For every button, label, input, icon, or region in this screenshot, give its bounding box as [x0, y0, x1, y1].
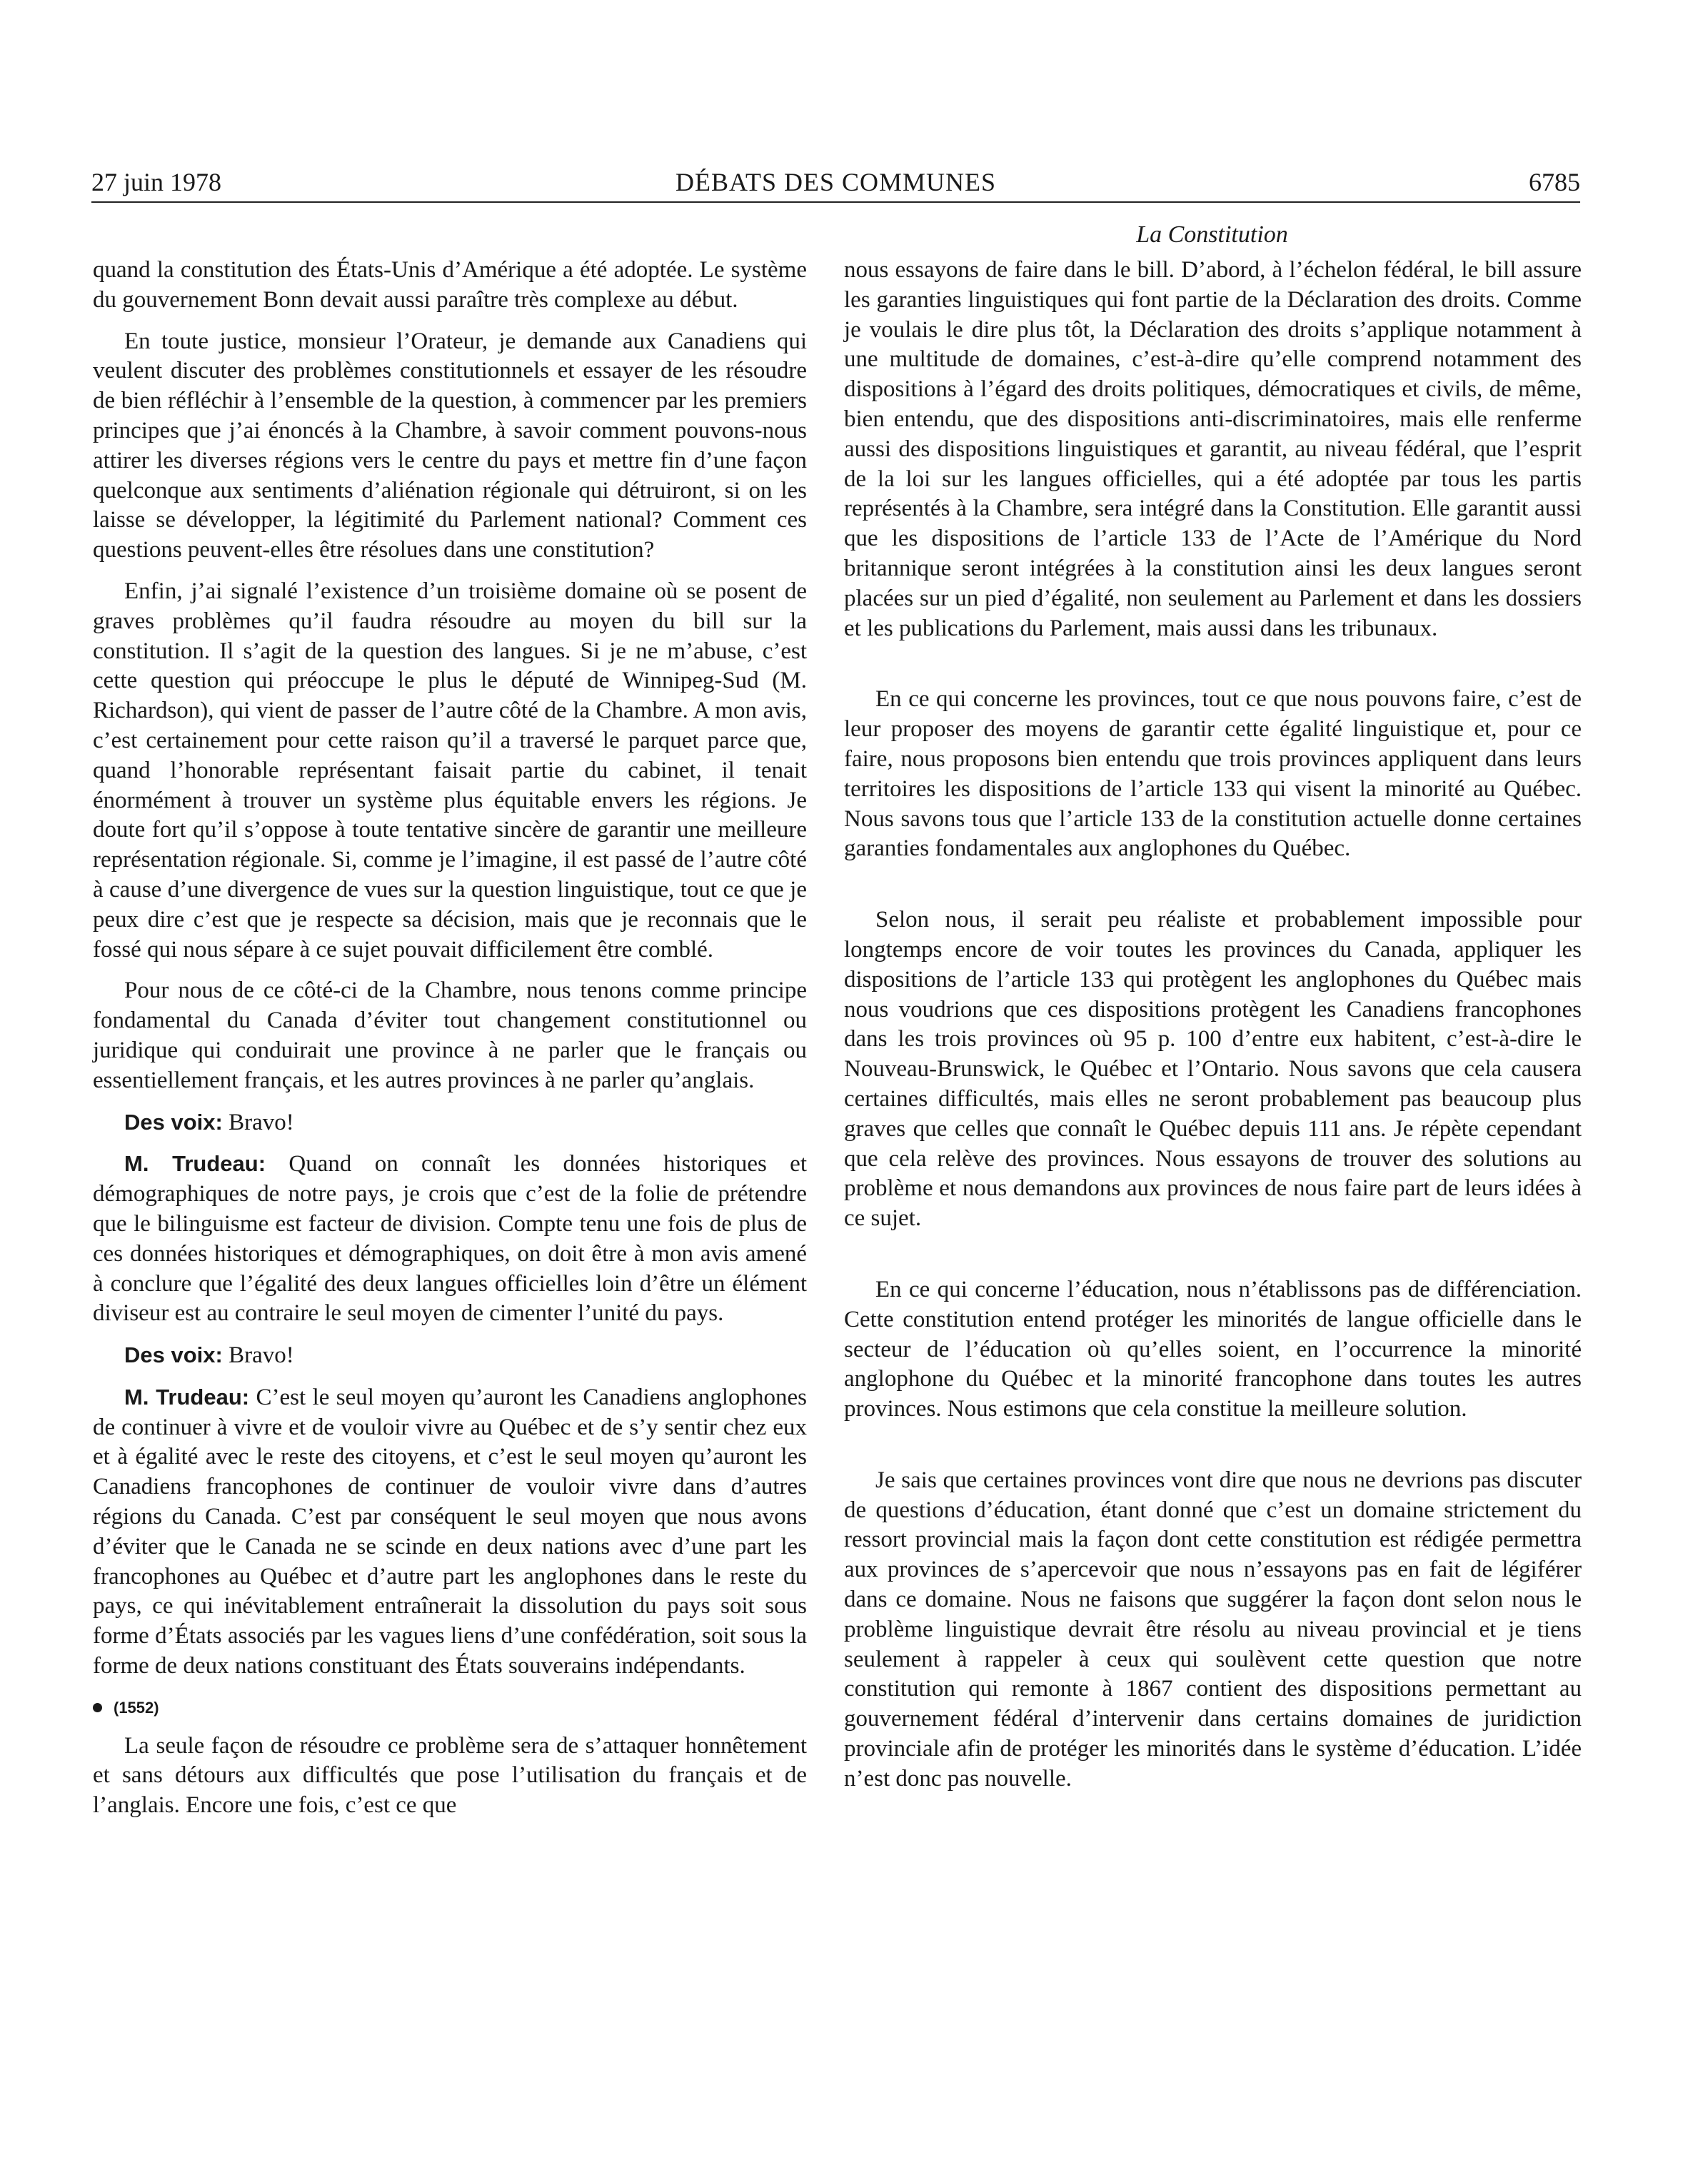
paragraph: quand la constitution des États-Unis d’Amérique a été adoptée. Le système du gouvernement Bonn devait aussi paraître très complexe au début.: [93, 257, 807, 313]
speaker-name: M. Trudeau:: [124, 1151, 266, 1177]
interjection: [93, 1340, 807, 1371]
paragraph: En ce qui concerne l’éducation, nous n’établissons pas de différenciation. Cette constitution entend protéger les minorités de langue officielle dans le secteur de l’éducation où qu’elles soient, en l’occurrence la minorité anglophone du Québec et la minorité francophone dans toutes les autres provinces. Nous estimons que cela constitue la meilleure solution.: [844, 1276, 1582, 1422]
paragraph: Pour nous de ce côté-ci de la Chambre, nous tenons comme principe fondamental du Canada d’éviter tout changement constitutionnel ou juridique qui conduirait une province à ne parler que le français ou essentiellement français, et les autres provinces à ne parler qu’anglais.: [93, 978, 807, 1093]
speech-text: C’est le seul moyen qu’auront les Canadiens anglophones de continuer à vivre et de vouloir vivre au Québec et de s’y sentir chez eux et à égalité avec le reste des citoyens, et c’est le seul moyen qu’auront les Canadiens francophones de continuer de vouloir vivre dans d’autres régions du Canada. C’est par conséquent le seul moyen que nous avons d’éviter que le Canada ne se scinde en deux nations avec d’une part les francophones au Québec et d’autre part les anglophones dans le reste du pays, ce qui inévitablement entraînerait la dissolution du pays soit sous forme d’États associés par les vagues liens d’une confédération, soit sous la forme de deux nations constituant des États souverains indépendants.: [93, 1384, 807, 1679]
time-marker-text: (1552): [114, 1698, 159, 1717]
header-rule: [91, 201, 1580, 203]
speech-text: Quand on connaît les données historiques et démographiques de notre pays, je crois que c’est de la folie de prétendre que le bilinguisme est facteur de division. Compte tenu une fois de plus de ces données historiques et démographiques, on doit être à mon avis amené à conclure que l’égalité des deux langues officielles loin d’être un élément diviseur est au contraire le seul moyen de cimenter l’unité du pays.: [93, 1151, 807, 1327]
paragraph: En ce qui concerne les provinces, tout ce que nous pouvons faire, c’est de leur proposer des moyens de garantir cette égalité linguistique et, pour ce faire, nous proposons bien entendu que trois provinces appliquent dans leurs territoires les dispositions de l’article 133 qui visent la minorité au Québec. Nous savons tous que l’article 133 de la constitution actuelle donne certaines garanties fondamentales aux anglophones du Québec.: [844, 686, 1582, 862]
paragraph: La seule façon de résoudre ce problème sera de s’attaquer honnêtement et sans détours aux difficultés que pose l’utilisation du français et de l’anglais. Encore une fois, c’est ce que: [93, 1732, 807, 1819]
paragraph: En toute justice, monsieur l’Orateur, je demande aux Canadiens qui veulent discuter des problèmes constitutionnels et essayer de les résoudre de bien réfléchir à l’ensemble de la question, à commencer par les premiers principes que j’ai énoncés à la Chambre, à savoir comment pouvons-nous attirer les diverses régions vers le centre du pays et mettre fin d’une façon quelconque aux sentiments d’aliénation régionale qui détruiront, si on les laisse se développer, la légitimité du Parlement national? Comment ces questions peuvent-elles être résolues dans une constitution?: [93, 328, 807, 563]
header-page-number: 6785: [1529, 168, 1580, 196]
interjection-text: Bravo!: [222, 1342, 294, 1369]
paragraph: Je sais que certaines provinces vont dire que nous ne devrions pas discuter de questions d’éducation, étant donné que c’est un domaine strictement du ressort provincial mais la façon dont cette constitution est rédigée permettra aux provinces de s’apercevoir que nous n’essayons pas en fait de légiférer dans ce domaine. Nous ne faisons que suggérer la façon dont selon nous le problème linguistique devrait être résolu au niveau provincial et je tiens seulement à rappeler à ceux qui soulèvent cette question que notre constitution qui remonte à 1867 contient des dispositions permettant au gouvernement fédéral d’intervenir dans certains domaines de juridiction provinciale afin de protéger les minorités dans le système d’éducation. L’idée n’est donc pas nouvelle.: [844, 1467, 1582, 1792]
speaker-name: Des voix:: [124, 1342, 223, 1368]
header-title: DÉBATS DES COMMUNES: [675, 168, 997, 196]
interjection-text: Bravo!: [222, 1109, 294, 1135]
running-head: La Constitution: [1136, 221, 1288, 248]
paragraph: Enfin, j’ai signalé l’existence d’un troisième domaine où se posent de graves problèmes qu’il faudra résoudre au moyen du bill sur la constitution. Il s’agit de la question des langues. Si je ne m’abuse, c’est cette question qui préoccupe le plus le député de Winnipeg-Sud (M. Richardson), qui vient de passer de l’autre côté de la Chambre. A mon avis, c’est certainement pour cette raison qu’il a traversé le parquet parce que, quand l’honorable représentant faisait partie du cabinet, il tenait énormément à trouver un système plus équitable envers les régions. Je doute fort qu’il s’oppose à toute tentative sincère de garantir une meilleure représentation régionale. Si, comme je l’imagine, il est passé de l’autre côté à cause d’une divergence de vues sur la question linguistique, tout ce que je peux dire c’est que je respecte sa décision, mais que je reconnais que le fossé qui nous sépare à ce sujet pouvait difficilement être comblé.: [93, 578, 807, 963]
paragraph: nous essayons de faire dans le bill. D’abord, à l’échelon fédéral, le bill assure les garanties linguistiques qui font partie de la Déclaration des droits. Comme je voulais le dire plus tôt, la Déclaration des droits s’applique notamment à une multitude de domaines, c’est-à-dire qu’elle comprend notamment des dispositions à l’égard des droits politiques, démocratiques et civils, de même, bien entendu, que des dispositions anti-discriminatoires, mais elle renferme aussi des dispositions linguistiques et garantit, au niveau fédéral, que l’esprit de la loi sur les langues officielles, qui a été adoptée par tous les partis représentés à la Chambre, sera intégré dans la Constitution. Elle garantit aussi que les dispositions de l’article 133 de l’Acte de l’Amérique du Nord britannique seront intégrées à la constitution ainsi les deux langues seront placées sur un pied d’égalité, non seulement au Parlement et dans les dossiers et les publications du Parlement, mais aussi dans les tribunaux.: [844, 257, 1582, 641]
speaker-name: M. Trudeau:: [124, 1384, 250, 1410]
page-header: [91, 166, 1580, 199]
time-marker: [93, 1693, 807, 1723]
speech-paragraph: [93, 1382, 807, 1682]
interjection: [93, 1107, 807, 1138]
header-date: 27 juin 1978: [91, 168, 222, 196]
speech-paragraph: [93, 1149, 807, 1329]
right-column: [844, 256, 1582, 1806]
speaker-name: Des voix:: [124, 1109, 223, 1135]
left-column: [93, 256, 807, 1832]
bullet-icon: [93, 1703, 102, 1712]
paragraph: Selon nous, il serait peu réaliste et probablement impossible pour longtemps encore de voir toutes les provinces du Canada, appliquer les dispositions de l’article 133 qui protègent les anglophones du Québec mais nous voudrions que ces dispositions protègent les Canadiens francophones dans les trois provinces où 95 p. 100 d’entre eux habitent, c’est-à-dire le Nouveau-Brunswick, le Québec et l’Ontario. Nous savons que cela causera certaines difficultés, mais elles ne seront probablement pas beaucoup plus graves que celles que connaît le Québec depuis 111 ans. Je répète cependant que cela relève des provinces. Nous essayons de trouver des solutions au problème et nous demandons aux provinces de nous faire part de leurs idées à ce sujet.: [844, 907, 1582, 1232]
